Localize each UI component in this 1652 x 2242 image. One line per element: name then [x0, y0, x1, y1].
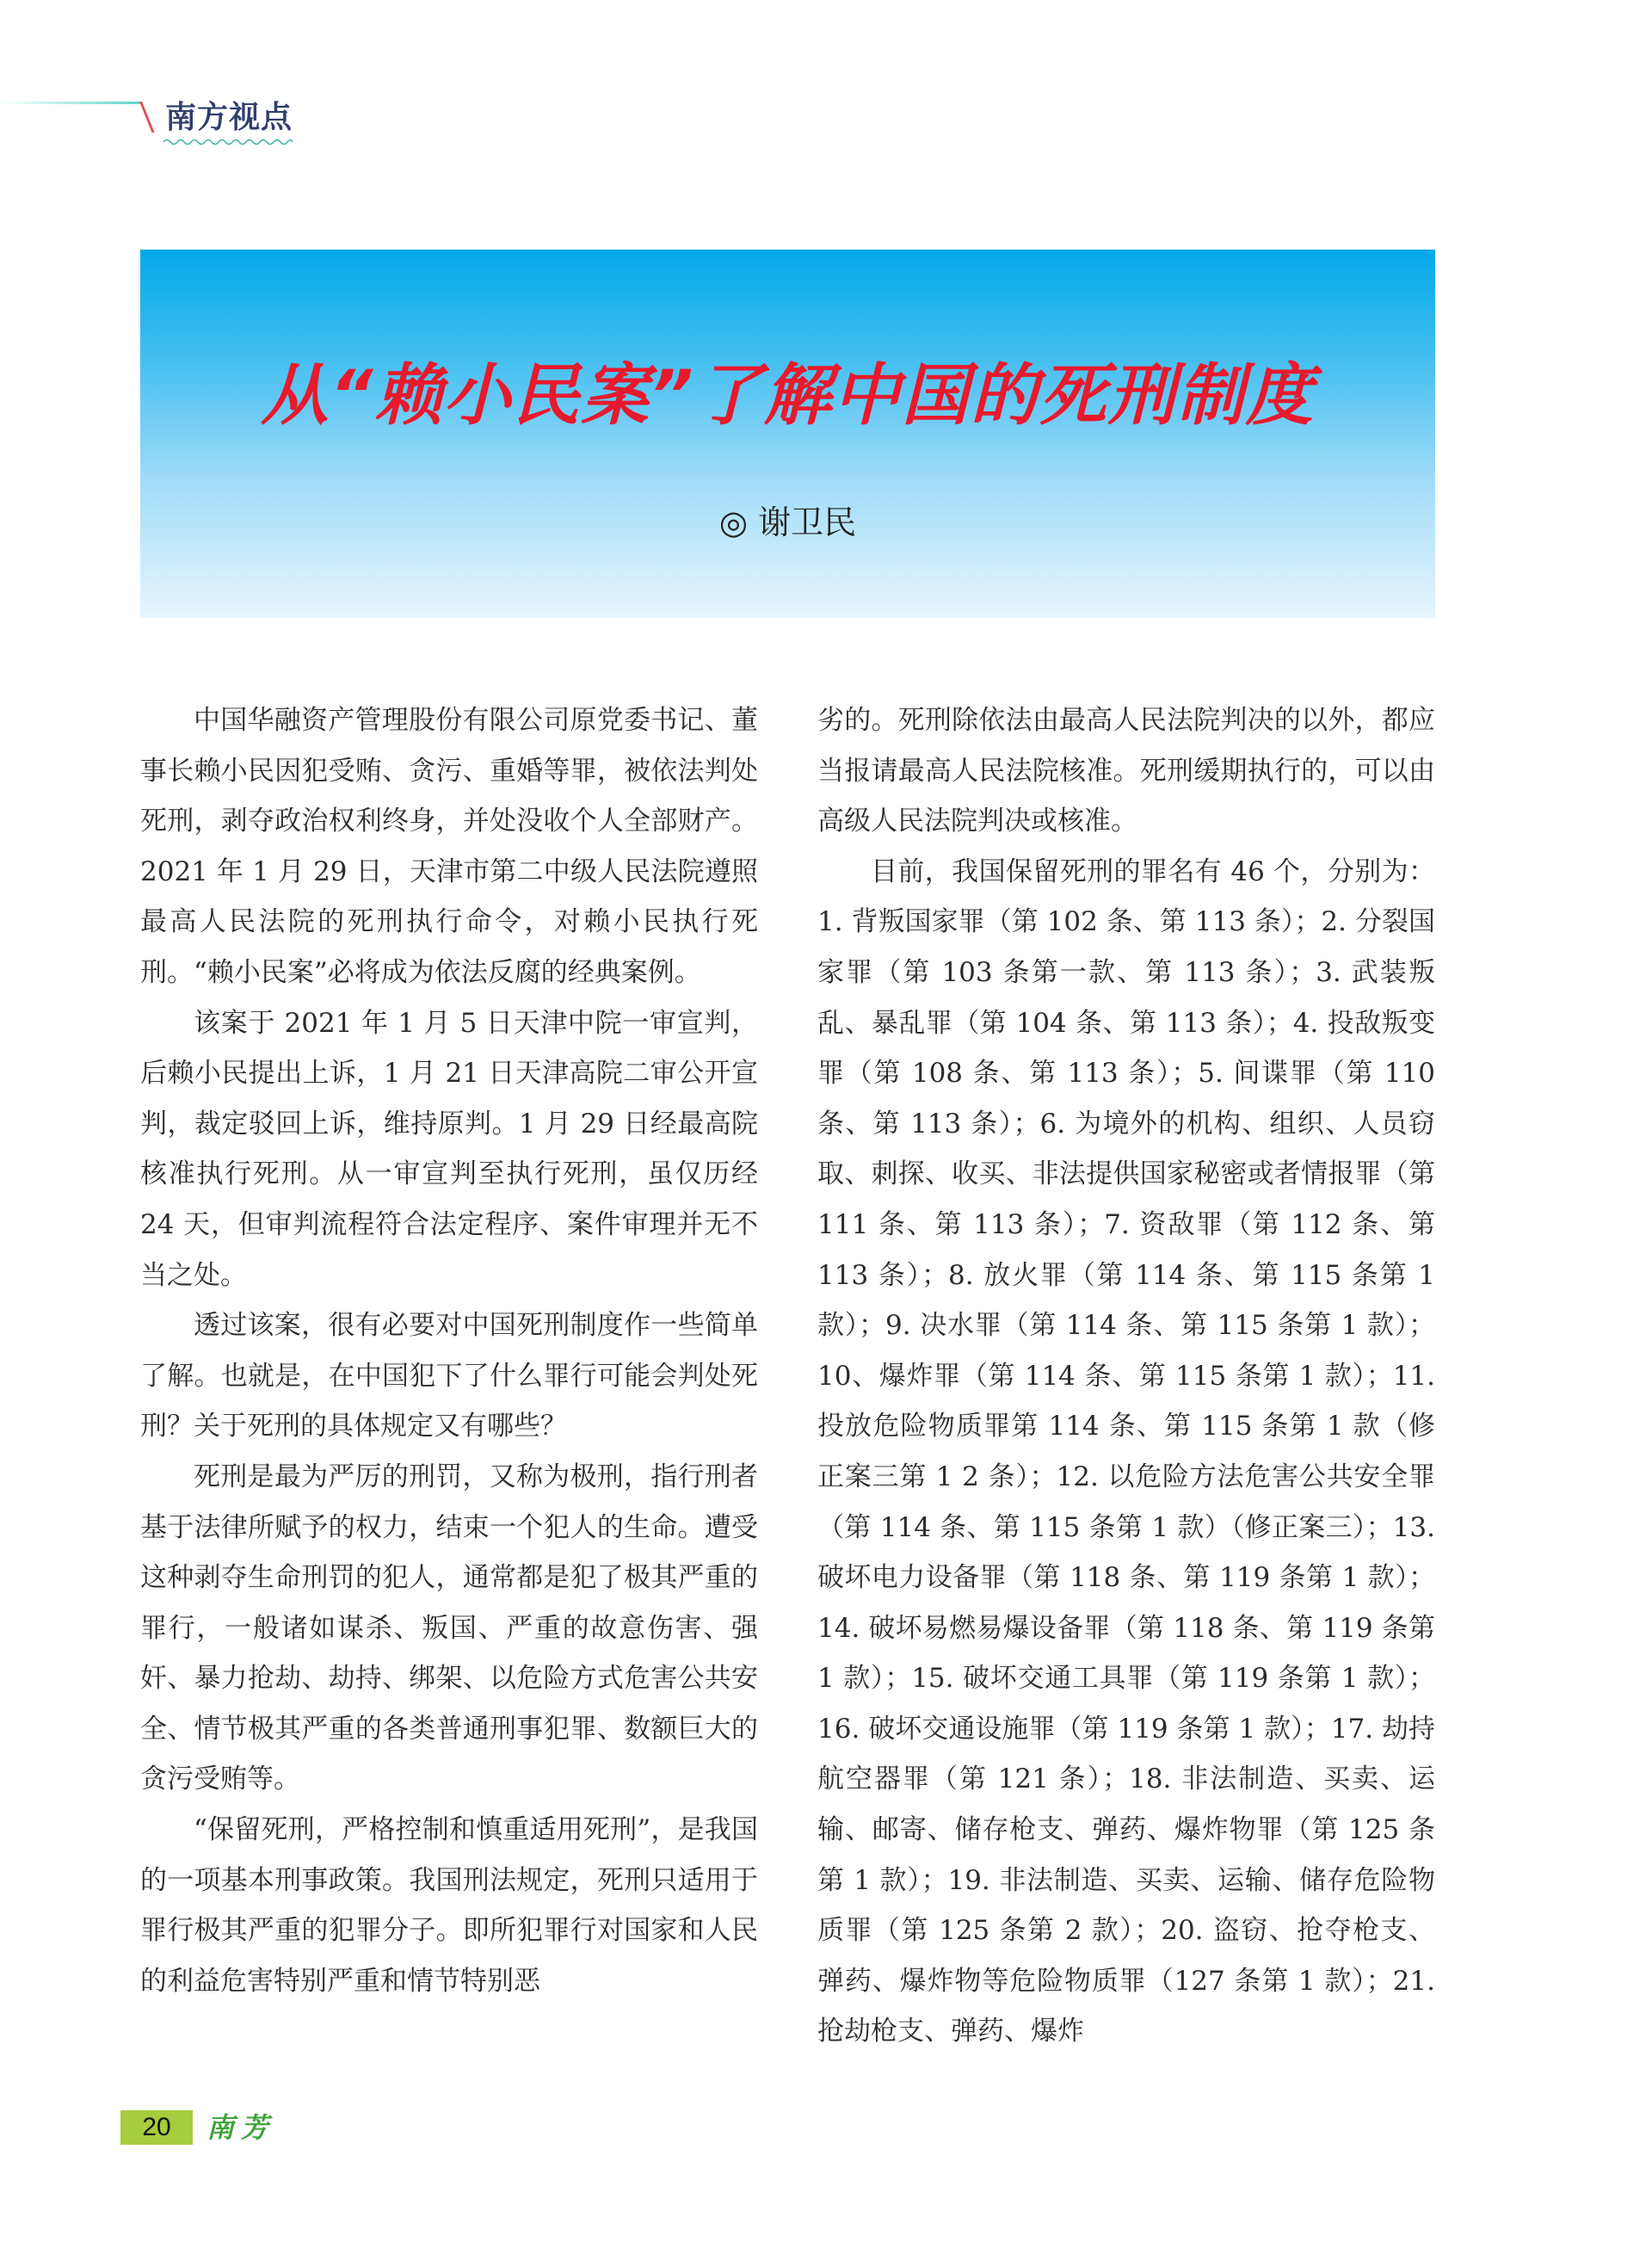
paragraph: 死刑是最为严厉的刑罚，又称为极刑，指行刑者基于法律所赋予的权力，结束一个犯人的生命。遭受这种剥夺生命刑罚的犯人，通常都是犯了极其严重的罪行，一般诸如谋杀、叛国、严重的故意伤害、强奸、暴力抢劫、劫持、绑架、以危险方式危害公共安全、情节极其严重的各类普通刑事犯罪、数额巨大的贪污受贿等。 [140, 1461, 758, 1795]
header-rule [0, 102, 142, 104]
magazine-name: 南芳 [206, 2111, 276, 2144]
paragraph-continuation: 劣的。死刑除依法由最高人民法院判决的以外，都应当报请最高人民法院核准。死刑缓期执行的，可以由高级人民法院判决或核准。 [817, 705, 1435, 837]
title-banner [140, 250, 1435, 618]
paragraph: 透过该案，很有必要对中国死刑制度作一些简单了解。也就是，在中国犯下了什么罪行可能会判处死刑？关于死刑的具体规定又有哪些？ [140, 1310, 758, 1442]
body-column-right [817, 695, 1435, 2057]
page-number: 20 [120, 2110, 193, 2145]
section-label: 南方视点 [165, 100, 293, 135]
paragraph: 中国华融资产管理股份有限公司原党委书记、董事长赖小民因犯受贿、贪污、重婚等罪，被依法判处死刑，剥夺政治权利终身，并处没收个人全部财产。2021 年 1 月 29 日，天津市第二中级人民法院遵照最高人民法院的死刑执行命令，对赖小民执行死刑。“赖小民案”必将成为依法反腐的经典案例。 [140, 705, 758, 988]
article-author: ◎ 谢卫民 [718, 503, 857, 541]
paragraph: “保留死刑，严格控制和慎重适用死刑”，是我国的一项基本刑事政策。我国刑法规定，死刑只适用于罪行极其严重的犯罪分子。即所犯罪行对国家和人民的利益危害特别严重和情节特别恶 [140, 1814, 758, 1997]
paragraph: 该案于 2021 年 1 月 5 日天津中院一审宣判，后赖小民提出上诉，1 月 21 日天津高院二审公开宣判，裁定驳回上诉，维持原判。1 月 29 日经最高院核准执行死刑。从一审宣判至执行死刑，虽仅历经 24 天，但审判流程符合法定程序、案件审理并无不当之处。 [140, 1007, 758, 1291]
paragraph: 目前，我国保留死刑的罪名有 46 个，分别为：1. 背叛国家罪（第 102 条、第 113 条）；2. 分裂国家罪（第 103 条第一款、第 113 条）；3. 武装叛乱、暴乱罪（第 104 条、第 113 条）；4. 投敌叛变罪（第 108 条、第 113 条）；5. 间谍罪（第 110 条、第 113 条）；6. 为境外的机构、组织、人员窃取、刺探、收买、非法提供国家秘密或者情报罪（第 111 条、第 113 条）；7. 资敌罪（第 112 条、第 113 条）；8. 放火罪（第 114 条、第 115 条第 1 款）；9. 决水罪（第 114 条、第 115 条第 1 款）；10、爆炸罪（第 114 条、第 115 条第 1 款）；11. 投放危险物质罪第 114 条、第 115 条第 1 款（修正案三第 1 2 条）；12. 以危险方法危害公共安全罪（第 114 条、第 115 条第 1 款）（修正案三）；13. 破坏电力设备罪（第 118 条、第 119 条第 1 款）；14. 破坏易燃易爆设备罪（第 118 条、第 119 条第 1 款）；15. 破坏交通工具罪（第 119 条第 1 款）；16. 破坏交通设施罪（第 119 条第 1 款）；17. 劫持航空器罪（第 121 条）；18. 非法制造、买卖、运输、邮寄、储存枪支、弹药、爆炸物罪（第 125 条第 1 款）；19. 非法制造、买卖、运输、储存危险物质罪（第 125 条第 2 款）；20. 盗窃、抢夺枪支、弹药、爆炸物等危险物质罪（127 条第 1 款）；21. 抢劫枪支、弹药、爆炸 [817, 855, 1435, 2047]
section-label-wave-decoration [163, 138, 293, 146]
article-title: 从“赖小民案”了解中国的死刑制度 [261, 357, 1315, 435]
header-rule-accent [139, 102, 155, 133]
body-column-left [140, 695, 758, 2006]
